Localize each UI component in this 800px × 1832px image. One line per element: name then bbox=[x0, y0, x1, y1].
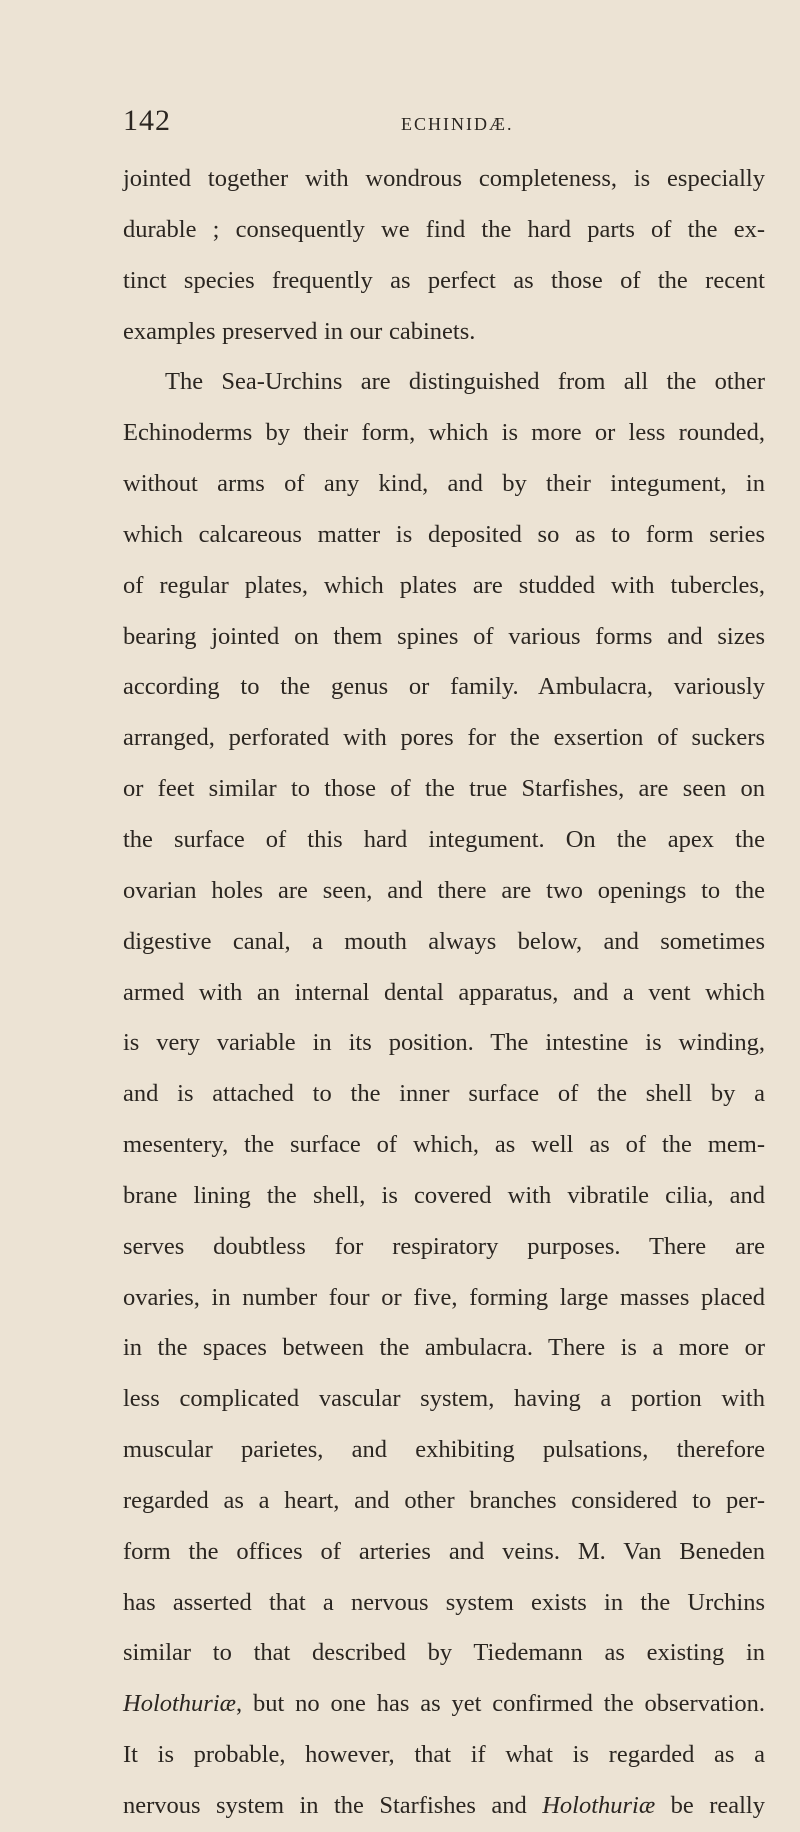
text-line: mesentery, the surface of which, as well as of the mem- bbox=[123, 1131, 765, 1159]
text-line: arranged, perforated with pores for the exsertion of suckers bbox=[123, 724, 765, 752]
text-segment: nervous system in the Starfishes and bbox=[123, 1792, 543, 1819]
text-line: muscular parietes, and exhibiting pulsations, therefore bbox=[123, 1436, 765, 1464]
text-line: tinct species frequently as perfect as those of the recent bbox=[123, 266, 765, 294]
text-line: ovarian holes are seen, and there are two openings to the bbox=[123, 876, 765, 904]
running-head bbox=[123, 104, 763, 144]
text-line: the surface of this hard integument. On the apex the bbox=[123, 825, 765, 853]
text-line: examples preserved in our cabinets. bbox=[123, 317, 476, 345]
italic-term: Holothuriæ bbox=[123, 1690, 236, 1718]
text-line: regarded as a heart, and other branches considered to per- bbox=[123, 1486, 765, 1514]
text-line: Echinoderms by their form, which is more or less rounded, bbox=[123, 419, 765, 447]
text-line: without arms of any kind, and by their integument, in bbox=[123, 470, 765, 498]
text-line: or feet similar to those of the true Starfishes, are seen on bbox=[123, 775, 765, 803]
text-line: digestive canal, a mouth always below, and sometimes bbox=[123, 927, 765, 955]
text-line: brane lining the shell, is covered with vibratile cilia, and bbox=[123, 1181, 765, 1209]
text-line: form the offices of arteries and veins. M. Van Beneden bbox=[123, 1537, 765, 1565]
text-line: It is probable, however, that if what is regarded as a bbox=[123, 1741, 765, 1769]
text-line: is very variable in its position. The intestine is winding, bbox=[123, 1029, 765, 1057]
text-segment: , but no one has as yet confirmed the observation. bbox=[236, 1690, 765, 1718]
text-line: serves doubtless for respiratory purposes. There are bbox=[123, 1232, 765, 1260]
running-title: ECHINIDÆ. bbox=[401, 114, 514, 134]
text-line: similar to that described by Tiedemann as existing in bbox=[123, 1639, 765, 1667]
text-line: jointed together with wondrous completeness, is especially bbox=[123, 165, 765, 192]
text-line: armed with an internal dental apparatus, and a vent which bbox=[123, 978, 765, 1006]
italic-term: Holothuriæ bbox=[542, 1792, 656, 1819]
text-segment: be really bbox=[655, 1792, 765, 1819]
text-line: according to the genus or family. Ambulacra, variously bbox=[123, 673, 765, 701]
text-line: and is attached to the inner surface of the shell by a bbox=[123, 1080, 765, 1108]
text-line: has asserted that a nervous system exists in the Urchins bbox=[123, 1588, 765, 1616]
text-line: which calcareous matter is deposited so as to form series bbox=[123, 520, 765, 548]
text-line bbox=[123, 1781, 765, 1832]
text-line: ovaries, in number four or five, forming large masses placed bbox=[123, 1283, 765, 1311]
body-text bbox=[123, 154, 765, 1832]
text-line: The Sea-Urchins are distinguished from all the other bbox=[165, 368, 765, 396]
text-line: of regular plates, which plates are studded with tubercles, bbox=[123, 571, 765, 599]
text-line: bearing jointed on them spines of various forms and sizes bbox=[123, 622, 765, 650]
page-number: 142 bbox=[123, 104, 171, 137]
text-line: durable ; consequently we find the hard parts of the ex- bbox=[123, 215, 765, 243]
text-line bbox=[123, 1679, 765, 1730]
text-line: less complicated vascular system, having a portion with bbox=[123, 1385, 765, 1413]
text-line: in the spaces between the ambulacra. There is a more or bbox=[123, 1334, 765, 1362]
